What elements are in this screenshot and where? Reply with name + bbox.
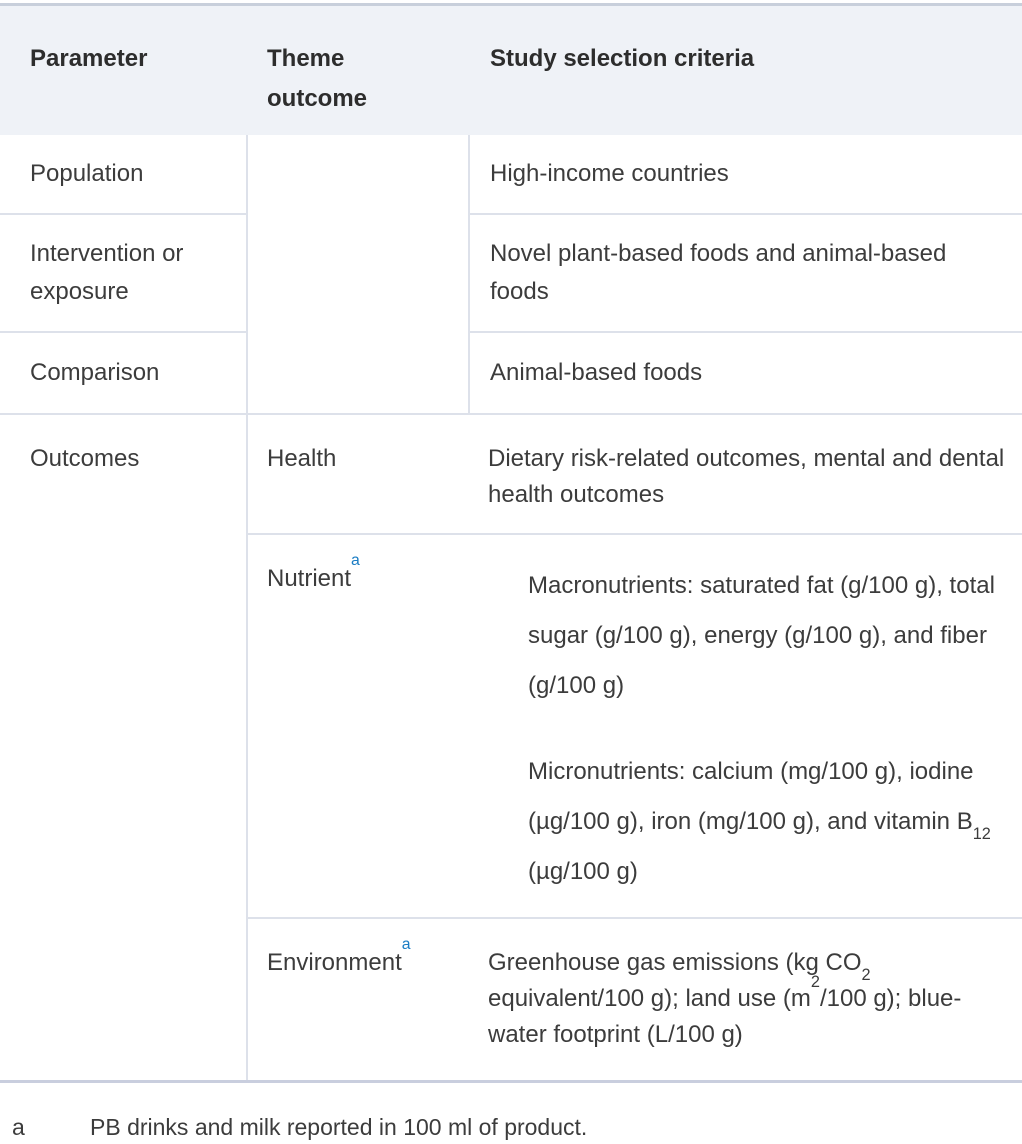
parameter-cell-intervention: Intervention or exposure xyxy=(0,215,246,333)
theme-label-environment xyxy=(248,919,470,1080)
footnote-ref-link[interactable]: a xyxy=(351,551,360,569)
text-segment: Micronutrients: calcium (mg/100 g), iodine (µg/100 g), iron (mg/100 g), and vitamin B xyxy=(528,758,974,835)
sup-text: 2 xyxy=(810,972,820,991)
text-segment: Nutrient xyxy=(267,565,352,592)
header-theme-outcome: Theme outcome xyxy=(267,45,368,112)
text-segment: /100 g); blue-water footprint (L/100 g) xyxy=(488,985,962,1048)
criteria-paragraph xyxy=(488,441,1010,513)
header-parameter: Parameter xyxy=(30,45,148,72)
footnote-text: PB drinks and milk reported in 100 ml of product. xyxy=(90,1114,588,1140)
theme-outcome-empty-cell xyxy=(246,135,470,413)
table xyxy=(0,3,1022,1083)
criteria-paragraph xyxy=(488,945,1010,1053)
footnote-ref-link[interactable]: a xyxy=(401,935,411,953)
text-segment: Greenhouse gas emissions (kg CO xyxy=(488,949,862,976)
theme-row-environment xyxy=(248,919,1022,1080)
criteria-cell-intervention: Novel plant-based foods and animal-based foods xyxy=(470,215,1022,333)
criteria-cell-health xyxy=(470,415,1022,533)
text-segment: (µg/100 g) xyxy=(528,858,638,885)
criteria-paragraph-macronutrients xyxy=(488,561,1010,711)
criteria-cell-nutrient xyxy=(470,535,1022,917)
table-footnote xyxy=(0,1110,1022,1144)
sub-text: 12 xyxy=(972,825,991,844)
text-segment: Dietary risk-related outcomes, mental and dental health outcomes xyxy=(488,445,1005,508)
header-study-selection-criteria: Study selection criteria xyxy=(490,45,755,72)
criteria-paragraph-micronutrients xyxy=(488,747,1010,897)
outcomes-theme-rows xyxy=(246,415,1022,1080)
table-header-row xyxy=(0,6,1022,135)
parameter-cell-outcomes: Outcomes xyxy=(30,445,140,472)
text-segment: Macronutrients: saturated fat (g/100 g), total sugar (g/100 g), energy (g/100 g), and fiber (g/100 g) xyxy=(528,572,995,699)
parameter-cell-comparison: Comparison xyxy=(30,359,160,386)
outcomes-section xyxy=(0,415,1022,1080)
criteria-cell-environment xyxy=(470,919,1022,1080)
study-selection-table xyxy=(0,3,1022,1144)
footnote-marker: a xyxy=(12,1114,25,1140)
sub-text: 2 xyxy=(861,966,871,985)
text-segment: Health xyxy=(267,445,337,472)
text-segment: equivalent/100 g); land use (m xyxy=(488,985,811,1012)
parameter-cell-population: Population xyxy=(0,135,246,215)
text-segment: Environment xyxy=(267,949,402,976)
theme-label-nutrient xyxy=(248,535,470,917)
criteria-cell-population: High-income countries xyxy=(470,135,1022,215)
theme-label-health xyxy=(248,415,470,533)
theme-row-nutrient xyxy=(248,535,1022,919)
criteria-cell-comparison: Animal-based foods xyxy=(490,359,703,386)
pico-rows-section xyxy=(0,135,1022,415)
theme-row-health xyxy=(248,415,1022,535)
